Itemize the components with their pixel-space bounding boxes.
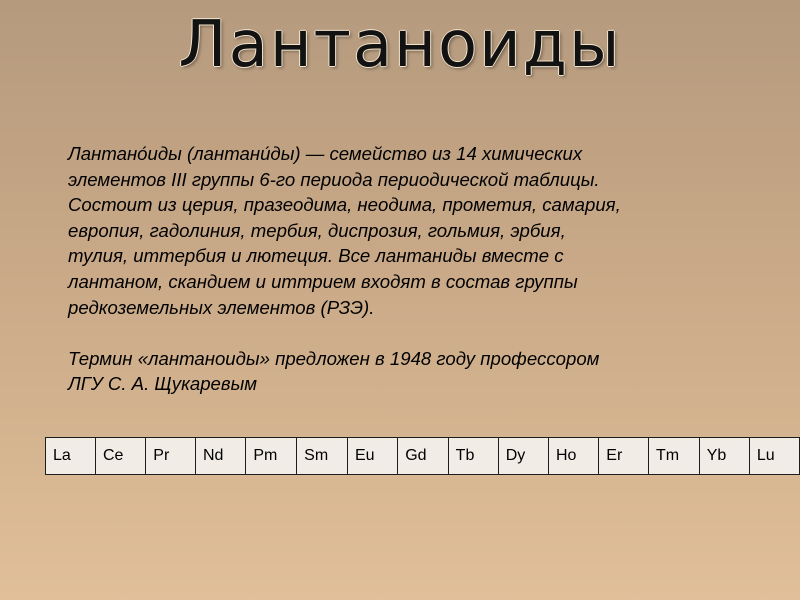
element-cell: Pm bbox=[246, 438, 297, 475]
element-cell: Nd bbox=[195, 438, 245, 475]
paragraph2-line: Термин «лантаноиды» предложен в 1948 году профессором bbox=[68, 347, 600, 369]
element-cell: Dy bbox=[498, 438, 548, 475]
paragraph-gap bbox=[68, 320, 748, 346]
elements-row bbox=[46, 438, 800, 475]
paragraph1-line: тулия, иттербия и лютеция. Все лантаниды вместе с bbox=[68, 245, 564, 267]
body-text bbox=[68, 141, 748, 397]
elements-table bbox=[45, 437, 800, 475]
slide-title: Лантаноиды bbox=[178, 8, 622, 82]
element-cell: Yb bbox=[699, 438, 749, 475]
element-cell: Er bbox=[599, 438, 649, 475]
element-cell: Ho bbox=[548, 438, 598, 475]
element-cell: Pr bbox=[146, 438, 196, 475]
paragraph1-line: элементов III группы 6-го периода периодической таблицы. bbox=[68, 168, 600, 190]
element-cell: La bbox=[46, 438, 96, 475]
element-cell: Tm bbox=[648, 438, 699, 475]
element-cell: Sm bbox=[297, 438, 348, 475]
paragraph1-line: Состоит из церия, празеодима, неодима, прометия, самария, bbox=[68, 194, 621, 216]
element-cell: Eu bbox=[348, 438, 398, 475]
paragraph2-line: ЛГУ С. А. Щукаревым bbox=[68, 373, 258, 395]
element-cell: Lu bbox=[749, 438, 799, 475]
element-cell: Gd bbox=[398, 438, 448, 475]
paragraph1-line: лантаном, скандием и иттрием входят в состав группы bbox=[68, 270, 578, 292]
element-cell: Ce bbox=[95, 438, 145, 475]
paragraph1-line: Лантано́иды (лантани́ды) — семейство из 14 химических bbox=[68, 143, 583, 164]
element-cell: Tb bbox=[448, 438, 498, 475]
paragraph1-line: европия, гадолиния, тербия, диспрозия, гольмия, эрбия, bbox=[68, 219, 566, 241]
paragraph1-line: редкоземельных элементов (РЗЭ). bbox=[68, 296, 375, 318]
